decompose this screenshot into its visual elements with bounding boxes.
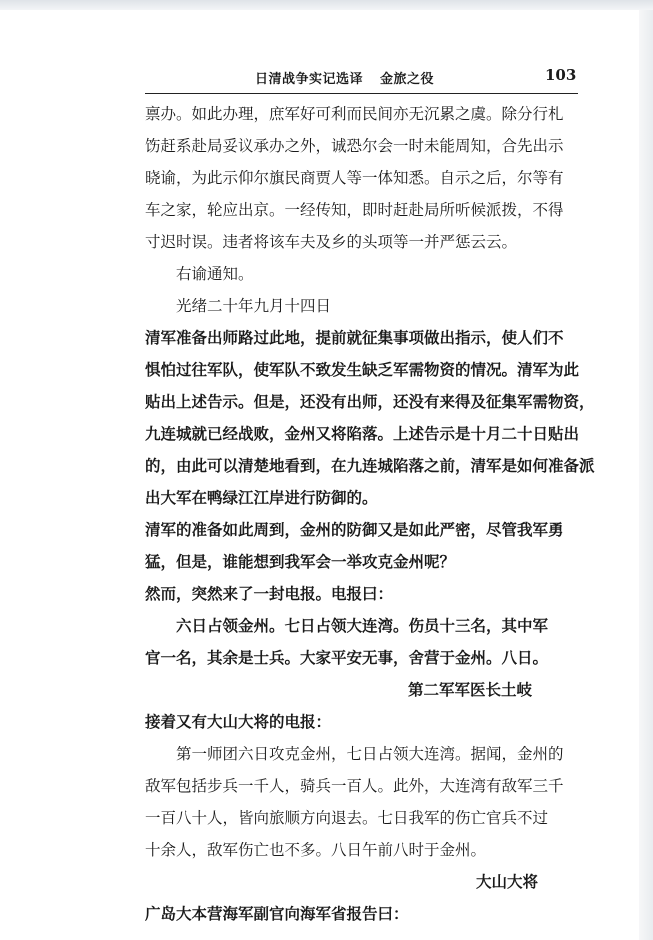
text-line: 寸迟时误。违者将该车夫及乡的头项等一并严惩云云。 bbox=[145, 233, 518, 251]
viewer-right-edge bbox=[639, 10, 653, 940]
text-line: 广岛大本营海军副官向海军省报告曰： bbox=[145, 904, 409, 923]
header-rule bbox=[145, 93, 578, 94]
text-line: 贴出上述告示。但是，还没有出师，还没有来得及征集军需物资， bbox=[145, 392, 595, 411]
text-line: 接着又有大山大将的电报： bbox=[145, 712, 332, 731]
text-line: 清军的准备如此周到，金州的防御又是如此严密，尽管我军勇 bbox=[145, 520, 564, 539]
telegram-line: 官一名，其余是士兵。大家平安无事，舍营于金州。八日。 bbox=[145, 648, 549, 667]
viewer-top-bar bbox=[0, 0, 653, 10]
text-line: 的，由此可以清楚地看到，在九连城陷落之前，清军是如何准备派 bbox=[145, 456, 595, 475]
text-line: 车之家，轮应出京。一经传知，即时赶赴局所听候派拨，不得 bbox=[145, 201, 564, 219]
chapter-title: 金旅之役 bbox=[380, 72, 435, 87]
signature-army-doctor: 第二军军医长土岐 bbox=[408, 680, 533, 699]
running-header bbox=[255, 68, 434, 87]
text-line: 右谕通知。 bbox=[176, 265, 254, 283]
signature-general-oyama: 大山大将 bbox=[476, 872, 539, 891]
telegram-line: 一百八十人，皆向旅顺方向退去。七日我军的伤亡官兵不过 bbox=[145, 809, 549, 827]
date-line: 光绪二十年九月十四日 bbox=[176, 297, 332, 315]
text-line: 晓谕，为此示仰尔旗民商贾人等一体知悉。自示之后，尔等有 bbox=[145, 169, 564, 187]
page-number: 103 bbox=[545, 66, 577, 84]
text-line: 惧怕过往军队，使军队不致发生缺乏军需物资的情况。清军为此 bbox=[145, 360, 580, 379]
text-line: 出大军在鸭绿江江岸进行防御的。 bbox=[145, 488, 378, 507]
text-line: 禀办。如此办理，庶军好可利而民间亦无沉累之虞。除分行札 bbox=[145, 105, 564, 123]
telegram-line: 第一师团六日攻克金州，七日占领大连湾。据闻，金州的 bbox=[176, 745, 564, 763]
text-line: 猛，但是，谁能想到我军会一举攻克金州呢？ bbox=[145, 552, 456, 571]
text-line: 九连城就已经战败，金州又将陷落。上述告示是十月二十日贴出 bbox=[145, 424, 580, 443]
telegram-line: 十余人，敌军伤亡也不多。八日午前八时于金州。 bbox=[145, 841, 487, 859]
telegram-line: 六日占领金州。七日占领大连湾。伤员十三名，其中军 bbox=[176, 616, 549, 635]
text-line: 然而，突然来了一封电报。电报曰： bbox=[145, 584, 394, 603]
telegram-line: 敌军包括步兵一千人，骑兵一百人。此外，大连湾有敌军三千 bbox=[145, 777, 564, 795]
text-line: 清军准备出师路过此地，提前就征集事项做出指示，使人们不 bbox=[145, 328, 564, 347]
book-title: 日清战争实记选译 bbox=[255, 72, 364, 87]
text-line: 饬赶系赴局妥议承办之外，诚恐尔会一时未能周知，合先出示 bbox=[145, 137, 564, 155]
